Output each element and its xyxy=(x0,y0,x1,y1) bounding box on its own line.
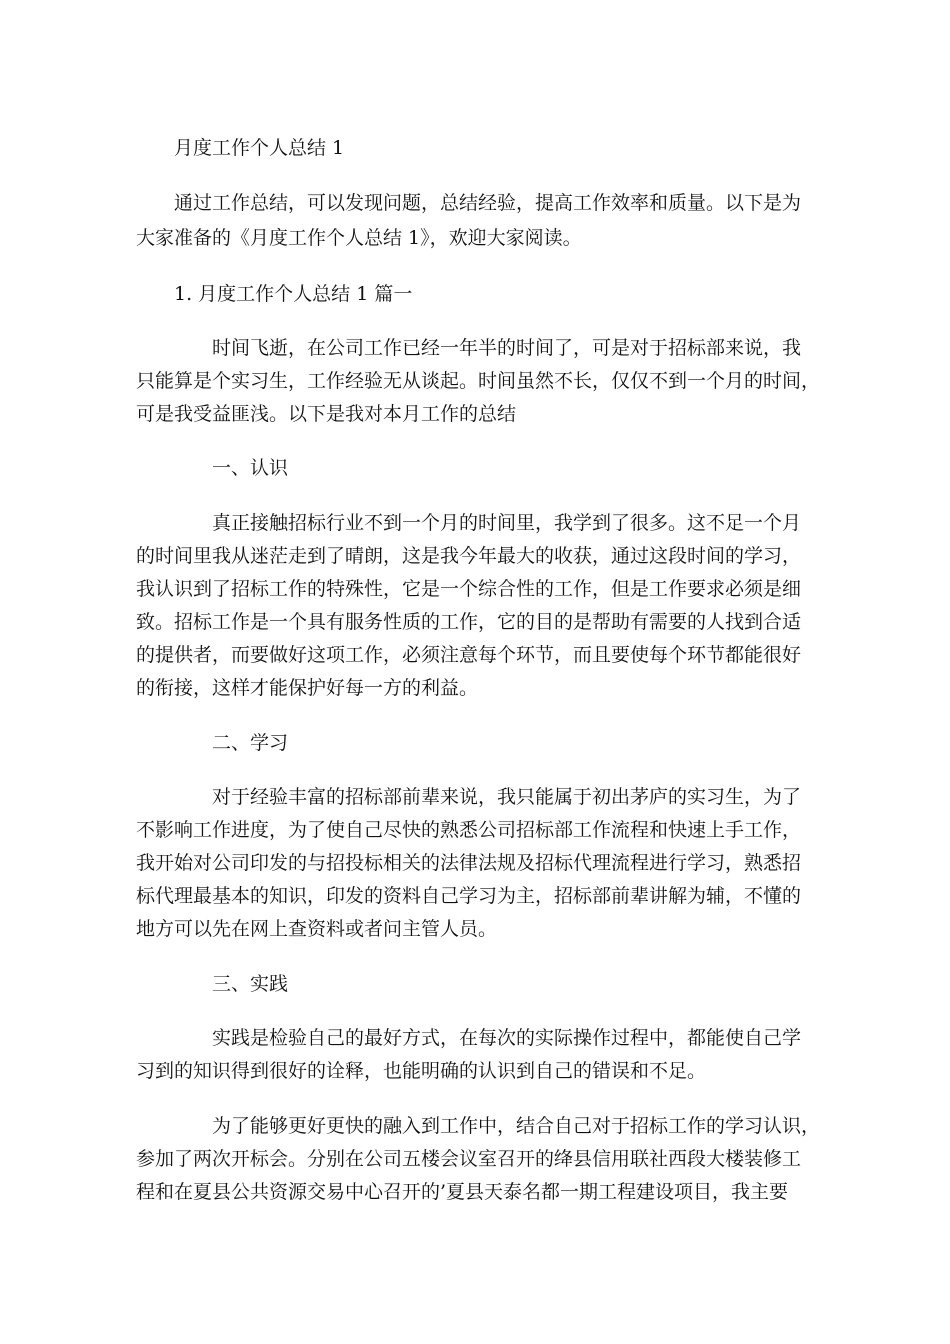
para4-line-1: 实践是检验自己的最好方式，在每次的实际操作过程中，都能使自己学 xyxy=(212,1027,802,1049)
para3-line-3: 我开始对公司印发的与招投标相关的法律法规及招标代理流程进行学习，熟悉招 xyxy=(136,852,802,874)
para5-line-2: 参加了两次开标会。分别在公司五楼会议室召开的绛县信用联社西段大楼装修工 xyxy=(136,1148,802,1170)
para3-line-4: 标代理最基本的知识，印发的资料自己学习为主，招标部前辈讲解为辅，不懂的 xyxy=(136,885,802,907)
para5-line-3: 程和在夏县公共资源交易中心召开的’夏县天泰名都一期工程建设项目，我主要 xyxy=(136,1181,789,1203)
para2-line-4: 致。招标工作是一个具有服务性质的工作，它的目的是帮助有需要的人找到合适 xyxy=(136,611,802,633)
para3-line-5: 地方可以先在网上查资料或者问主管人员。 xyxy=(136,918,498,940)
intro-line-2: 大家准备的《月度工作个人总结 1》，欢迎大家阅读。 xyxy=(136,227,582,249)
para3-line-2: 不影响工作进度，为了使自己尽快的熟悉公司招标部工作流程和快速上手工作， xyxy=(136,819,802,841)
para2-line-6: 的衔接，这样才能保护好每一方的利益。 xyxy=(136,677,479,699)
section-heading: 1. 月度工作个人总结 1 篇一 xyxy=(174,283,413,305)
para1-line-3: 可是我受益匪浅。以下是我对本月工作的总结 xyxy=(136,403,517,425)
para5-line-1: 为了能够更好更快的融入到工作中，结合自己对于招标工作的学习认识， xyxy=(212,1115,821,1137)
para2-line-3: 我认识到了招标工作的特殊性，它是一个综合性的工作，但是工作要求必须是细 xyxy=(136,578,802,600)
para2-line-5: 的提供者，而要做好这项工作，必须注意每个环节，而且要使每个环节都能很好 xyxy=(136,644,802,666)
heading-practice: 三、实践 xyxy=(212,973,289,995)
para3-line-1: 对于经验丰富的招标部前辈来说，我只能属于初出茅庐的实习生，为了 xyxy=(212,786,802,808)
para1-line-2: 只能算是个实习生，工作经验无从谈起。时间虽然不长，仅仅不到一个月的时间， xyxy=(136,370,821,392)
para4-line-2: 习到的知识得到很好的诠释，也能明确的认识到自己的错误和不足。 xyxy=(136,1060,707,1082)
para1-line-1: 时间飞逝，在公司工作已经一年半的时间了，可是对于招标部来说，我 xyxy=(212,337,802,359)
para2-line-2: 的时间里我从迷茫走到了晴朗，这是我今年最大的收获，通过这段时间的学习， xyxy=(136,545,802,567)
para2-line-1: 真正接触招标行业不到一个月的时间里，我学到了很多。这不足一个月 xyxy=(212,512,802,534)
heading-study: 二、学习 xyxy=(212,732,289,754)
document-title: 月度工作个人总结 1 xyxy=(174,137,345,159)
intro-line-1: 通过工作总结，可以发现问题，总结经验，提高工作效率和质量。以下是为 xyxy=(174,192,802,214)
heading-recognition: 一、认识 xyxy=(212,457,289,479)
